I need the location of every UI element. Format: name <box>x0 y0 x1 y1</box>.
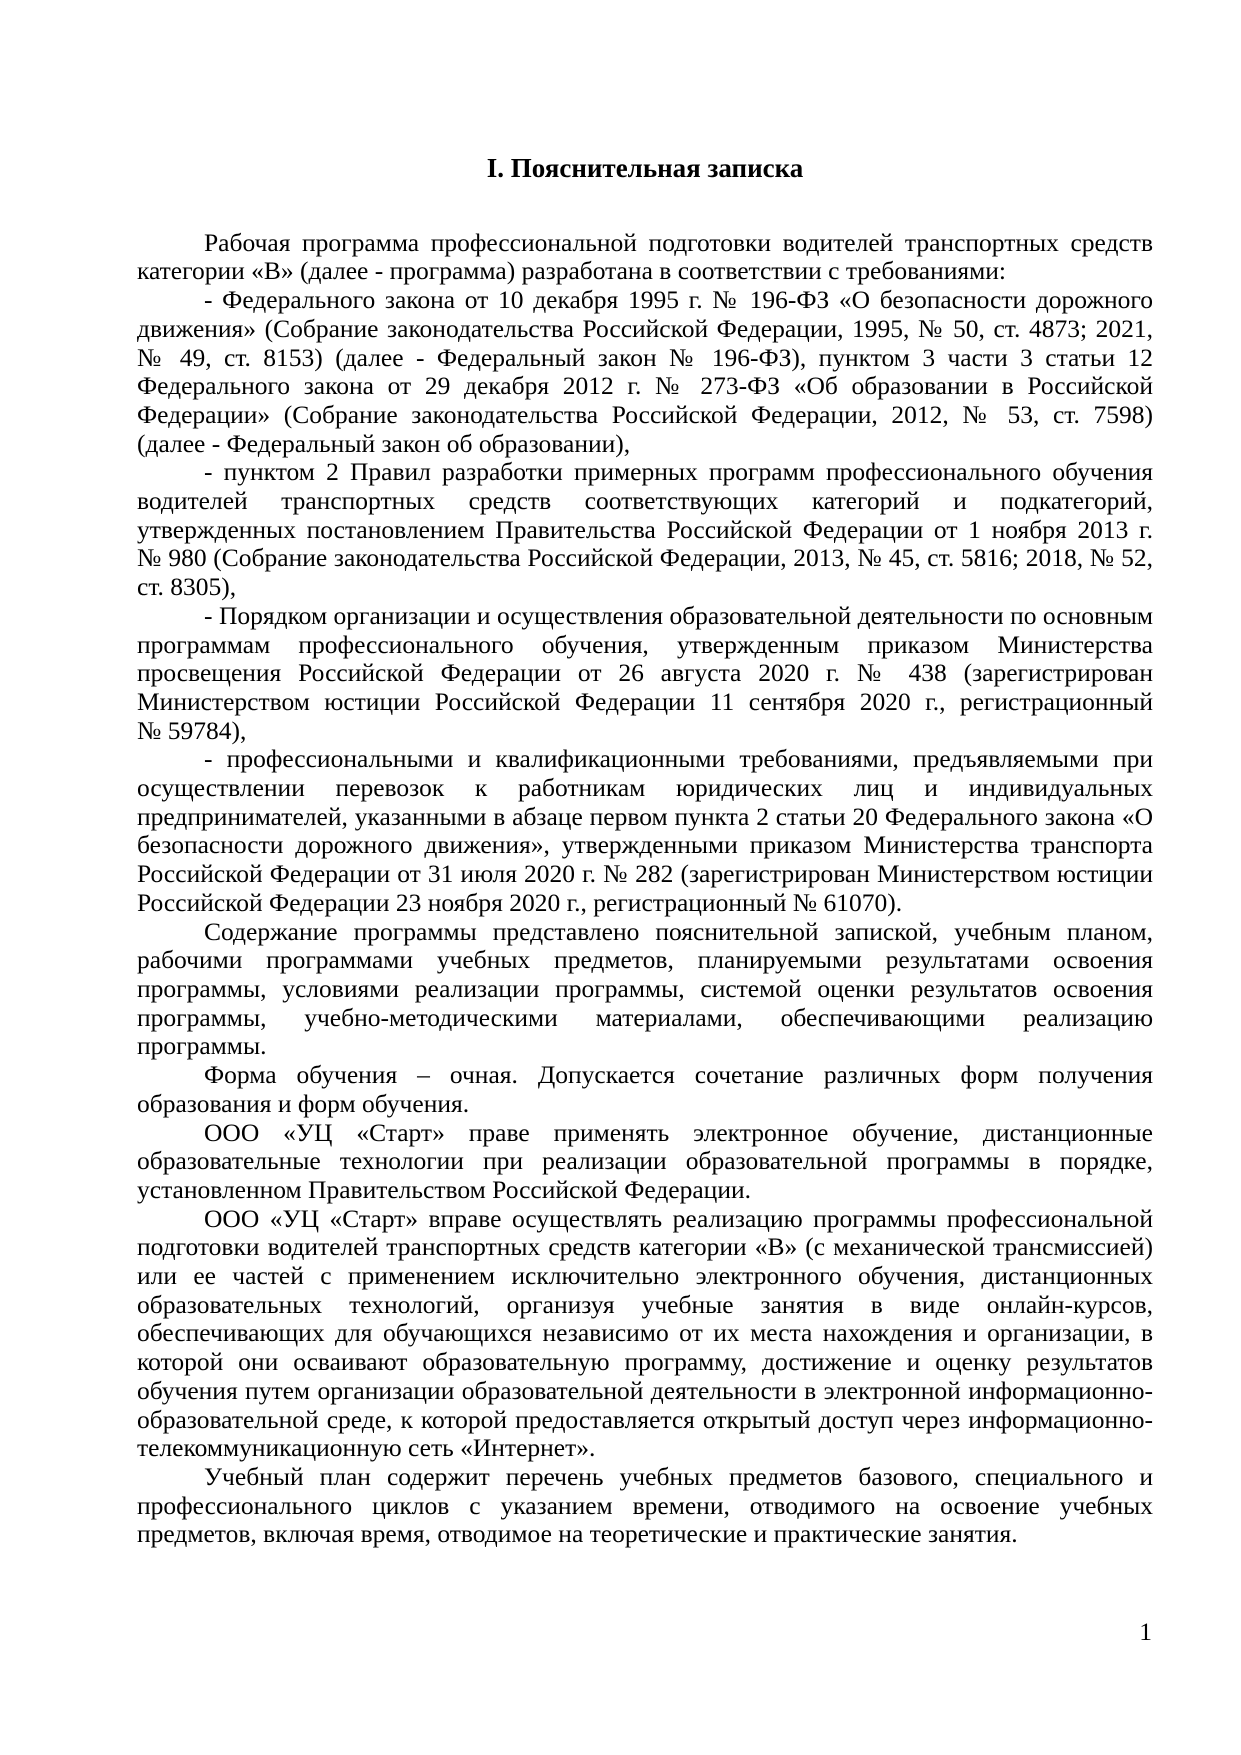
paragraph: ООО «УЦ «Старт» праве применять электронное обучение, дистанционные образовательные технологии при реализации образовательной программы в порядке, установленном Правительством Российской Федерации. <box>137 1117 1153 1204</box>
document-content <box>137 154 1153 1549</box>
paragraph: - пунктом 2 Правил разработки примерных программ профессионального обучения водителей транспортных средств соответствующих категорий и подкатегорий, утвержденных постановлением Правительства Российской Федерации от 1 ноября 2013 г. № 980 (Собрание законодательства Российской Федерации, 2013, № 45, ст. 5816; 2018, № 52, ст. 8305), <box>137 457 1153 602</box>
paragraph: Рабочая программа профессиональной подготовки водителей транспортных средств категории «В» (далее - программа) разработана в соответствии с требованиями: <box>137 227 1153 286</box>
paragraph: - Федерального закона от 10 декабря 1995 г. № 196-ФЗ «О безопасности дорожного движения» (Собрание законодательства Российской Федерации, 1995, № 50, ст. 4873; 2021, № 49, ст. 8153) (далее - Федеральный закон № 196-ФЗ), пунктом 3 части 3 статьи 12 Федерального закона от 29 декабря 2012 г. № 273-ФЗ «Об образовании в Российской Федерации» (Собрание законодательства Российской Федерации, 2012, № 53, ст. 7598) (далее - Федеральный закон об образовании), <box>137 285 1153 458</box>
paragraph: - профессиональными и квалификационными требованиями, предъявляемыми при осуществлении перевозок к работникам юридических лиц и индивидуальных предпринимателей, указанными в абзаце первом пункта 2 статьи 20 Федерального закона «О безопасности дорожного движения», утвержденными приказом Министерства транспорта Российской Федерации от 31 июля 2020 г. № 282 (зарегистрирован Министерством юстиции Российской Федерации 23 ноября 2020 г., регистрационный № 61070). <box>137 744 1153 917</box>
paragraph: Учебный план содержит перечень учебных предметов базового, специального и профессионального циклов с указанием времени, отводимого на освоение учебных предметов, включая время, отводимое на теоретические и практические занятия. <box>137 1461 1153 1549</box>
paragraph: - Порядком организации и осуществления образовательной деятельности по основным программам профессионального обучения, утвержденным приказом Министерства просвещения Российской Федерации от 26 августа 2020 г. № 438 (зарегистрирован Министерством юстиции Российской Федерации 11 сентября 2020 г., регистрационный № 59784), <box>137 600 1153 745</box>
paragraph: ООО «УЦ «Старт» вправе осуществлять реализацию программы профессиональной подготовки водителей транспортных средств категории «В» (с механической трансмиссией) или ее частей с применением исключительно электронного обучения, дистанционных образовательных технологий, организуя учебные занятия в виде онлайн-курсов, обеспечивающих для обучающихся независимо от их места нахождения и организации, в которой они осваивают образовательную программу, достижение и оценку результатов обучения путем организации образовательной деятельности в электронной информационно-образовательной среде, к которой предоставляется открытый доступ через информационно-телекоммуникационную сеть «Интернет». <box>137 1203 1153 1463</box>
document-body <box>137 229 1153 1549</box>
document-title: I. Пояснительная записка <box>486 153 804 183</box>
paragraph: Содержание программы представлено пояснительной запиской, учебным планом, рабочими программами учебных предметов, планируемыми результатами освоения программы, условиями реализации программы, системой оценки результатов освоения программы, учебно-методическими материалами, обеспечивающими реализацию программы. <box>137 916 1153 1061</box>
page-number: 1 <box>1139 1617 1152 1646</box>
paragraph: Форма обучения – очная. Допускается сочетание различных форм получения образования и форм обучения. <box>137 1060 1153 1118</box>
